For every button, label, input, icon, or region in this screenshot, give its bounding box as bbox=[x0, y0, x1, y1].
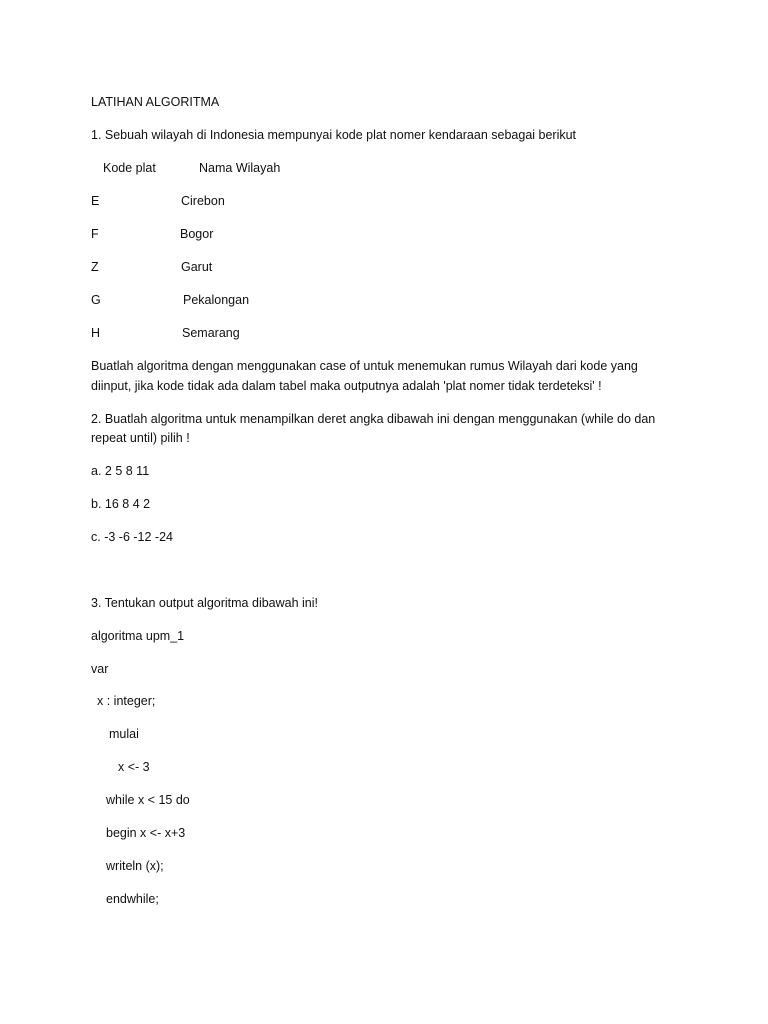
table-row-code: Z bbox=[91, 260, 99, 274]
table-row-region: Cirebon bbox=[181, 194, 225, 208]
table-row-region: Pekalongan bbox=[183, 293, 250, 307]
question-2-item: b. 16 8 4 2 bbox=[91, 497, 151, 511]
code-line: algoritma upm_1 bbox=[91, 629, 185, 643]
document-title: LATIHAN ALGORITMA bbox=[91, 95, 220, 109]
question-2-intro: repeat until) pilih ! bbox=[91, 431, 190, 445]
question-2-item: a. 2 5 8 11 bbox=[91, 464, 150, 478]
question-2-intro: 2. Buatlah algoritma untuk menampilkan deret angka dibawah ini dengan menggunakan (while do dan bbox=[91, 412, 656, 426]
table-header-nama-wilayah: Nama Wilayah bbox=[199, 161, 281, 175]
question-1-instruction: diinput, jika kode tidak ada dalam tabel maka outputnya adalah 'plat nomer tidak terdeteksi' ! bbox=[91, 379, 602, 393]
table-row-code: F bbox=[91, 227, 99, 241]
code-line: mulai bbox=[109, 727, 139, 741]
table-row-code: E bbox=[91, 194, 100, 208]
code-line: x <- 3 bbox=[118, 760, 150, 774]
question-2-item: c. -3 -6 -12 -24 bbox=[91, 530, 173, 544]
question-3-intro: 3. Tentukan output algoritma dibawah ini! bbox=[91, 596, 319, 610]
table-header-kode-plat: Kode plat bbox=[103, 161, 156, 175]
table-row-code: H bbox=[91, 326, 101, 340]
code-line: endwhile; bbox=[106, 892, 159, 906]
code-line: while x < 15 do bbox=[106, 793, 190, 807]
table-row-region: Semarang bbox=[182, 326, 240, 340]
question-1-intro: 1. Sebuah wilayah di Indonesia mempunyai kode plat nomer kendaraan sebagai berikut bbox=[91, 128, 577, 142]
code-line: var bbox=[91, 662, 109, 676]
code-line: begin x <- x+3 bbox=[106, 826, 186, 840]
table-row-region: Bogor bbox=[180, 227, 214, 241]
code-line: x : integer; bbox=[97, 694, 156, 708]
code-line: writeln (x); bbox=[106, 859, 164, 873]
table-row-region: Garut bbox=[181, 260, 213, 274]
question-1-instruction: Buatlah algoritma dengan menggunakan case of untuk menemukan rumus Wilayah dari kode yang bbox=[91, 359, 638, 373]
table-row-code: G bbox=[91, 293, 101, 307]
